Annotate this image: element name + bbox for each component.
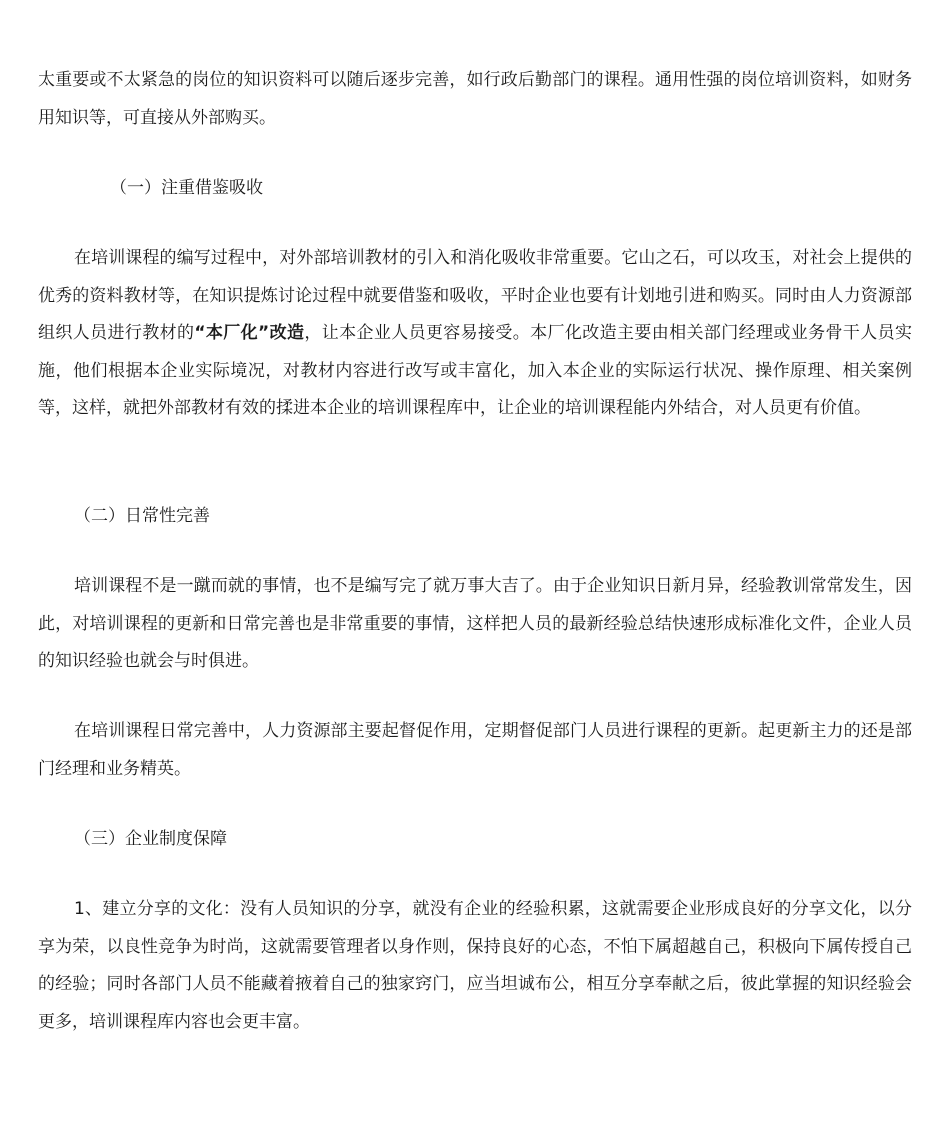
section-heading-2: （二）日常性完善	[74, 506, 210, 526]
localization-emphasis: “本厂化”改造	[194, 323, 305, 343]
paragraph-borrowing-text-a: 在培训课程的编写过程中，对外部培训教材的引入和消化吸收非常重要。它山之石，可以攻玉，对社会上提供的优秀的资料教材等，在知识提炼讨论过程中就要借鉴和吸收，平时企业也要有计划地引进和购买。同时由人力资源部组织人员进行教材的	[38, 248, 912, 343]
paragraph-daily-improvement: 培训课程不是一蹴而就的事情，也不是编写完了就万事大吉了。由于企业知识日新月异，经验教训常常发生，因此，对培训课程的更新和日常完善也是非常重要的事情，这样把人员的最新经验总结快速形成标准化文件，企业人员的知识经验也就会与时俱进。	[38, 576, 912, 671]
paragraph-borrowing-text-b: ，让本企业人员更容易接受。本厂化改造主要由相关部门经理或业务骨干人员实施，他们根据本企业实际境况，对教材内容进行改写或丰富化，加入本企业的实际运行状况、操作原理、相关案例等，这样，就把外部教材有效的揉进本企业的培训课程库中，让企业的培训课程能内外结合，对人员更有价值。	[38, 323, 913, 418]
paragraph-intro: 太重要或不太紧急的岗位的知识资料可以随后逐步完善，如行政后勤部门的课程。通用性强的岗位培训资料，如财务用知识等，可直接从外部购买。	[38, 70, 912, 128]
paragraph-sharing-culture: 1、建立分享的文化：没有人员知识的分享，就没有企业的经验积累，这就需要企业形成良好的分享文化，以分享为荣，以良性竞争为时尚，这就需要管理者以身作则，保持良好的心态，不怕下属超越自己，积极向下属传授自己的经验；同时各部门人员不能藏着掖着自己的独家窍门，应当坦诚布公，相互分享奉献之后，彼此掌握的知识经验会更多，培训课程库内容也会更丰富。	[38, 899, 912, 1032]
paragraph-hr-role: 在培训课程日常完善中，人力资源部主要起督促作用，定期督促部门人员进行课程的更新。起更新主力的还是部门经理和业务精英。	[38, 721, 912, 779]
section-heading-1: （一）注重借鉴吸收	[110, 178, 263, 198]
section-heading-3: （三）企业制度保障	[74, 829, 227, 849]
paragraph-borrowing	[38, 240, 912, 428]
